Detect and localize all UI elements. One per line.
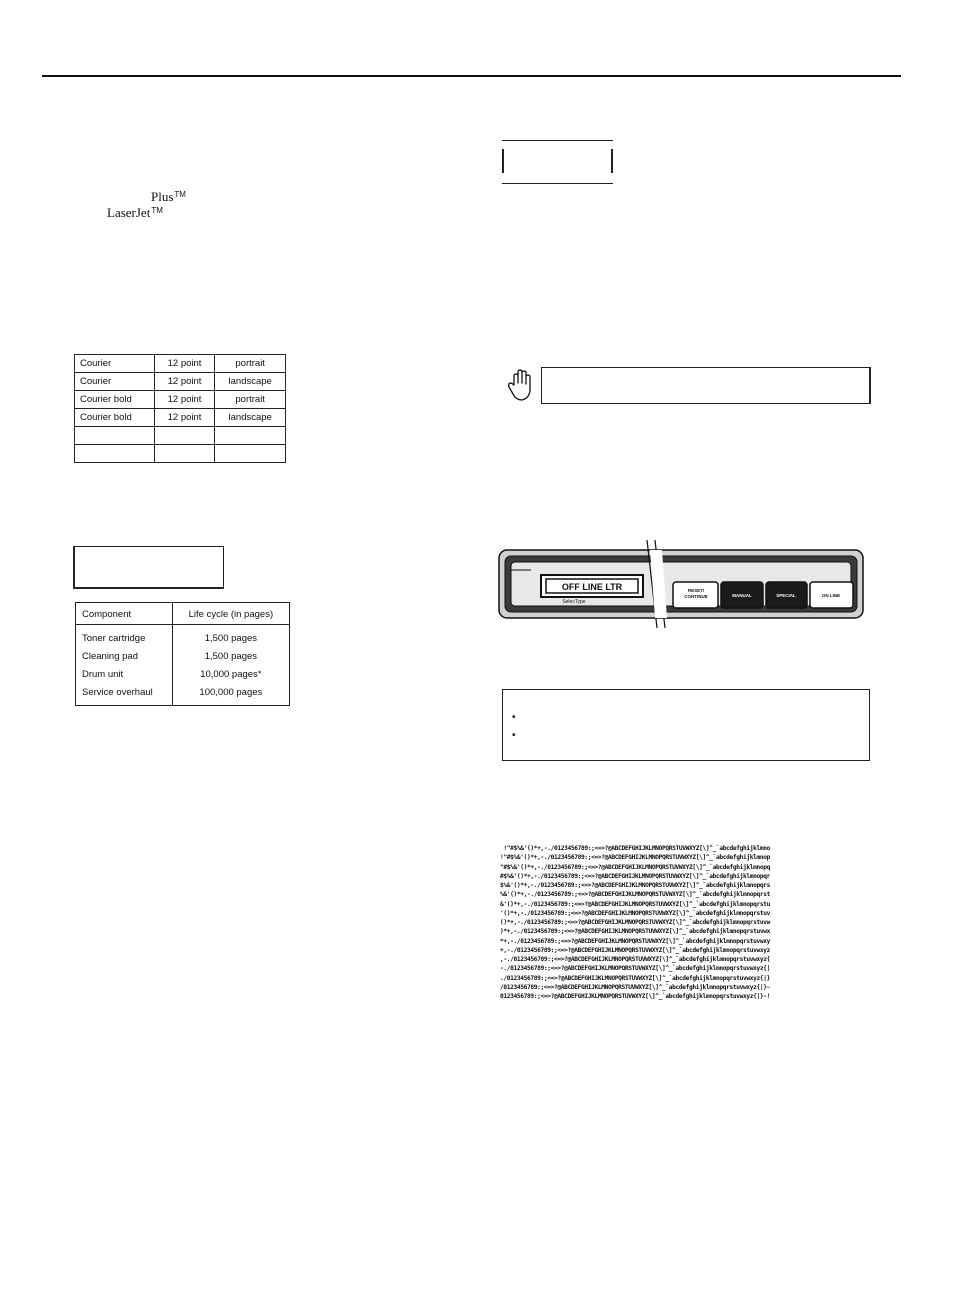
test-print-line: !"#$%&'()*+,-./0123456789:;<=>?@ABCDEFGHIJKLMNOPQRSTUVWXYZ[\]^_`abcdefghijklmnop bbox=[500, 854, 771, 862]
life-table-row bbox=[76, 647, 290, 665]
plus-text: Plus bbox=[151, 189, 174, 204]
orientation-cell bbox=[215, 427, 286, 445]
component-cell: Service overhaul bbox=[82, 686, 153, 698]
test-print-line: '()*+,-./0123456789:;<=>?@ABCDEFGHIJKLMNOPQRSTUVWXYZ[\]^_`abcdefghijklmnopqrstuv bbox=[500, 909, 771, 917]
trademark-laserjet bbox=[107, 205, 163, 221]
caution-note-box bbox=[541, 367, 871, 404]
test-print-line: )*+,-./0123456789:;<=>?@ABCDEFGHIJKLMNOPQRSTUVWXYZ[\]^_`abcdefghijklmnopqrstuvwx bbox=[500, 928, 771, 936]
component-cell: Cleaning pad bbox=[82, 650, 138, 662]
life-cycle-cell: 1,500 pages bbox=[172, 625, 289, 648]
on-line-label: ON LINE bbox=[821, 593, 841, 598]
life-table-row bbox=[76, 683, 290, 706]
font-name-cell: Courier bold bbox=[75, 409, 155, 427]
font-size-cell: 12 point bbox=[154, 409, 215, 427]
test-print-line: /0123456789:;<=>?@ABCDEFGHIJKLMNOPQRSTUVWXYZ[\]^_`abcdefghijklmnopqrstuvwxyz{|}~ bbox=[500, 983, 771, 991]
component-header: Component bbox=[76, 603, 173, 625]
font-table-row bbox=[75, 409, 286, 427]
font-name-cell: Courier bbox=[75, 373, 155, 391]
component-cell: Drum unit bbox=[82, 668, 124, 680]
tm-mark: TM bbox=[174, 190, 186, 199]
font-table-row bbox=[75, 427, 286, 445]
font-table-row bbox=[75, 391, 286, 409]
test-print-line: !"#$%&'()*+,-./0123456789:;<=>?@ABCDEFGHIJKLMNOPQRSTUVWXYZ[\]^_`abcdefghijklmno bbox=[500, 845, 771, 852]
font-name-cell: Courier bold bbox=[75, 391, 155, 409]
orientation-cell bbox=[215, 445, 286, 463]
test-print-line: #$%&'()*+,-./0123456789:;<=>?@ABCDEFGHIJKLMNOPQRSTUVWXYZ[\]^_`abcdefghijklmnopqr bbox=[500, 872, 771, 880]
orientation-cell: landscape bbox=[215, 373, 286, 391]
font-table-body bbox=[75, 355, 286, 463]
printer-control-panel bbox=[497, 540, 865, 630]
life-cycle-cell: 10,000 pages* bbox=[172, 665, 289, 683]
test-print-line: "#$%&'()*+,-./0123456789:;<=>?@ABCDEFGHIJKLMNOPQRSTUVWXYZ[\]^_`abcdefghijklmnopq bbox=[500, 863, 771, 871]
test-print-line: %&'()*+,-./0123456789:;<=>?@ABCDEFGHIJKLMNOPQRSTUVWXYZ[\]^_`abcdefghijklmnopqrst bbox=[500, 891, 771, 899]
font-size-cell: 12 point bbox=[154, 373, 215, 391]
orientation-cell: landscape bbox=[215, 409, 286, 427]
font-size-cell bbox=[154, 427, 215, 445]
font-name-cell bbox=[75, 427, 155, 445]
test-print-line: &'()*+,-./0123456789:;<=>?@ABCDEFGHIJKLMNOPQRSTUVWXYZ[\]^_`abcdefghijklmnopqrstu bbox=[500, 900, 771, 908]
blank-heading-box bbox=[502, 140, 613, 184]
life-cycle-cell: 1,500 pages bbox=[172, 647, 289, 665]
tm-mark: TM bbox=[151, 206, 163, 215]
font-name-cell: Courier bbox=[75, 355, 155, 373]
life-cycle-cell: 100,000 pages bbox=[172, 683, 289, 706]
bullet-item: • bbox=[512, 730, 516, 741]
font-table-row bbox=[75, 373, 286, 391]
orientation-cell: portrait bbox=[215, 355, 286, 373]
life-table-row bbox=[76, 625, 290, 648]
bullet-note-box bbox=[502, 689, 870, 761]
bullet-item: • bbox=[512, 712, 516, 723]
panel-display-text: OFF LINE LTR bbox=[561, 582, 623, 592]
font-size-cell bbox=[154, 445, 215, 463]
header-rule bbox=[42, 75, 901, 77]
font-table-row bbox=[75, 355, 286, 373]
test-print-line: ,-./0123456789:;<=>?@ABCDEFGHIJKLMNOPQRSTUVWXYZ[\]^_`abcdefghijklmnopqrstuvwxyz{ bbox=[500, 956, 771, 963]
laserjet-text: LaserJet bbox=[107, 205, 151, 220]
font-table bbox=[74, 354, 286, 463]
test-print-line: 0123456789:;<=>?@ABCDEFGHIJKLMNOPQRSTUVWXYZ[\]^_`abcdefghijklmnopqrstuvwxyz{|}~! bbox=[500, 993, 771, 1000]
test-print-line: -./0123456789:;<=>?@ABCDEFGHIJKLMNOPQRSTUVWXYZ[\]^_`abcdefghijklmnopqrstuvwxyz{| bbox=[500, 965, 771, 973]
life-cycle-table bbox=[75, 602, 290, 706]
font-table-row bbox=[75, 445, 286, 463]
reset-continue-label: RESET/ CONTINUE bbox=[684, 588, 708, 599]
test-print-line: $%&'()*+,-./0123456789:;<=>?@ABCDEFGHIJKLMNOPQRSTUVWXYZ[\]^_`abcdefghijklmnopqrs bbox=[500, 882, 771, 889]
test-print-line: +,-./0123456789:;<=>?@ABCDEFGHIJKLMNOPQRSTUVWXYZ[\]^_`abcdefghijklmnopqrstuvwxyz bbox=[500, 946, 771, 954]
life-table-body bbox=[76, 625, 290, 706]
font-size-cell: 12 point bbox=[154, 355, 215, 373]
selectype-label: SelecType bbox=[562, 599, 586, 605]
test-print-line: ./0123456789:;<=>?@ABCDEFGHIJKLMNOPQRSTUVWXYZ[\]^_`abcdefghijklmnopqrstuvwxyz{|} bbox=[500, 974, 771, 982]
test-print-line: *+,-./0123456789:;<=>?@ABCDEFGHIJKLMNOPQRSTUVWXYZ[\]^_`abcdefghijklmnopqrstuvwxy bbox=[500, 937, 771, 945]
test-print-sample bbox=[500, 844, 872, 1000]
font-size-cell: 12 point bbox=[154, 391, 215, 409]
life-table-row bbox=[76, 665, 290, 683]
manual-label: MANUAL bbox=[732, 593, 752, 598]
life-table-header-row bbox=[76, 603, 290, 625]
caution-hand-icon bbox=[508, 368, 534, 402]
font-name-cell bbox=[75, 445, 155, 463]
test-print-line: ()*+,-./0123456789:;<=>?@ABCDEFGHIJKLMNOPQRSTUVWXYZ[\]^_`abcdefghijklmnopqrstuvw bbox=[500, 919, 771, 926]
component-cell: Toner cartridge bbox=[82, 632, 146, 644]
orientation-cell: portrait bbox=[215, 391, 286, 409]
blank-label-box bbox=[73, 546, 224, 589]
special-label: SPECIAL bbox=[776, 593, 796, 598]
trademark-plus bbox=[151, 189, 186, 205]
life-cycle-header: Life cycle (in pages) bbox=[172, 603, 289, 625]
